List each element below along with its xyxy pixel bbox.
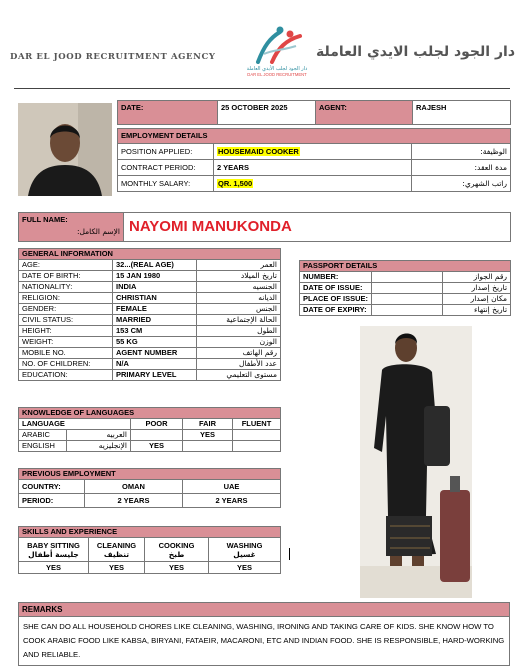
height-value: 153 CM	[113, 326, 197, 337]
english-label: ENGLISH	[19, 441, 67, 452]
candidate-portrait-photo	[18, 103, 112, 196]
skill-cooking-value: YES	[145, 562, 209, 574]
skill-washing: WASHING غسيل	[209, 538, 281, 562]
fair-header: FAIR	[183, 419, 233, 430]
period-2-value: 2 YEARS	[183, 494, 281, 508]
arabic-poor	[131, 430, 183, 441]
agency-logo	[246, 24, 310, 80]
skill-cooking: COOKING طبخ	[145, 538, 209, 562]
passport-details-table	[299, 260, 511, 316]
period-1-value: 2 YEARS	[85, 494, 183, 508]
age-value: 32...(REAL AGE)	[113, 260, 197, 271]
date-agent-table	[117, 100, 511, 125]
logo-text-en: DAR EL JOOD RECRUITMENT	[247, 72, 307, 77]
skills-title: SKILLS AND EXPERIENCE	[19, 527, 281, 538]
language-header: LANGUAGE	[19, 419, 131, 430]
weight-value: 55 KG	[113, 337, 197, 348]
logo-figures-icon	[250, 24, 310, 64]
date-label: DATE:	[118, 101, 218, 125]
passport-expiry-value	[372, 305, 443, 316]
arabic-label-ar: العربيه	[67, 430, 131, 441]
passport-number-value	[372, 272, 443, 283]
full-name-label-cell	[19, 213, 124, 242]
weight-label: WEIGHT:	[19, 337, 113, 348]
passport-expiry-ar: تاريخ إنتهاء	[443, 305, 511, 316]
passport-issue-place-value	[372, 294, 443, 305]
poor-header: POOR	[131, 419, 183, 430]
english-fair	[183, 441, 233, 452]
skill-cleaning: CLEANING تنظيف	[89, 538, 145, 562]
country-2-value: UAE	[183, 480, 281, 494]
children-value: N/A	[113, 359, 197, 370]
mobile-ar: رقم الهاتف	[197, 348, 281, 359]
skill-baby-sitting-value: YES	[19, 562, 89, 574]
text-cursor	[289, 548, 290, 560]
remarks-title: REMARKS	[19, 603, 509, 617]
candidate-full-body-photo	[360, 326, 472, 598]
nationality-label: NATIONALITY:	[19, 282, 113, 293]
agent-value: RAJESH	[413, 101, 511, 125]
gender-ar: الجنس	[197, 304, 281, 315]
monthly-salary-label: MONTHLY SALARY:	[118, 176, 214, 192]
passport-number-ar: رقم الجواز	[443, 272, 511, 283]
period-label: PERIOD:	[19, 494, 85, 508]
arabic-label: ARABIC	[19, 430, 67, 441]
arabic-fair: YES	[183, 430, 233, 441]
nationality-ar: الجنسيه	[197, 282, 281, 293]
civil-status-value: MARRIED	[113, 315, 197, 326]
remarks-text: SHE CAN DO ALL HOUSEHOLD CHORES LIKE CLEANING, WASHING, IRONING AND TAKING CARE OF KIDS. SHE KNOW HOW TO COOK ARABIC FOOD LIKE KABSA, BIRYANI, FATAEIR, MACARONI, ETC AND INDIAN FOOD. SHE IS RESPONSIBLE, HARD-WORKING AND RELIABLE.	[23, 622, 505, 659]
position-applied-value: HOUSEMAID COOKER	[214, 144, 412, 160]
passport-expiry-label: DATE OF EXPIRY:	[300, 305, 372, 316]
age-label: AGE:	[19, 260, 113, 271]
skill-washing-value: YES	[209, 562, 281, 574]
age-ar: العمر	[197, 260, 281, 271]
position-applied-label: POSITION APPLIED:	[118, 144, 214, 160]
gender-value: FEMALE	[113, 304, 197, 315]
height-ar: الطول	[197, 326, 281, 337]
general-information-table	[18, 248, 281, 381]
employment-details-title: EMPLOYMENT DETAILS	[118, 129, 511, 144]
contract-period-ar: مدة العقد:	[412, 160, 511, 176]
contract-period-value: 2 YEARS	[214, 160, 412, 176]
religion-label: RELIGION:	[19, 293, 113, 304]
languages-title: KNOWLEDGE OF LANGUAGES	[19, 408, 281, 419]
religion-value: CHRISTIAN	[113, 293, 197, 304]
full-name-label-ar: الإسم الكامل:	[76, 227, 120, 236]
english-poor: YES	[131, 441, 183, 452]
general-information-title: GENERAL INFORMATION	[19, 249, 281, 260]
weight-ar: الوزن	[197, 337, 281, 348]
mobile-label: MOBILE NO.	[19, 348, 113, 359]
passport-issue-place-ar: مكان إصدار	[443, 294, 511, 305]
dob-ar: تاريخ الميلاد	[197, 271, 281, 282]
passport-number-label: NUMBER:	[300, 272, 372, 283]
passport-issue-date-label: DATE OF ISSUE:	[300, 283, 372, 294]
dob-label: DATE OF BIRTH:	[19, 271, 113, 282]
english-label-ar: الإنجليزيه	[67, 441, 131, 452]
employment-details-table	[117, 128, 511, 192]
religion-ar: الديانه	[197, 293, 281, 304]
country-1-value: OMAN	[85, 480, 183, 494]
passport-issue-place-label: PLACE OF ISSUE:	[300, 294, 372, 305]
agency-name-en: DAR EL JOOD RECRUITMENT AGENCY	[10, 52, 216, 62]
education-label: EDUCATION:	[19, 370, 113, 381]
nationality-value: INDIA	[113, 282, 197, 293]
logo-text-ar: دار الجود لجلب الأيدي العاملة	[246, 66, 308, 72]
education-ar: مستوى التعليمي	[197, 370, 281, 381]
agency-name-ar: دار الجود لجلب الايدي العاملة	[315, 44, 515, 60]
date-value: 25 OCTOBER 2025	[218, 101, 316, 125]
mobile-value: AGENT NUMBER	[113, 348, 197, 359]
civil-status-ar: الحالة الإجتماعية	[197, 315, 281, 326]
passport-issue-date-ar: تاريخ إصدار	[443, 283, 511, 294]
monthly-salary-value: QR. 1,500	[214, 176, 412, 192]
languages-table	[18, 407, 281, 452]
gender-label: GENDER:	[19, 304, 113, 315]
skill-baby-sitting: BABY SITTING جليسة أطفال	[19, 538, 89, 562]
country-label: COUNTRY:	[19, 480, 85, 494]
position-applied-ar: الوظيفة:	[412, 144, 511, 160]
children-label: NO. OF CHILDREN:	[19, 359, 113, 370]
skill-cleaning-value: YES	[89, 562, 145, 574]
remarks-section	[18, 602, 510, 666]
height-label: HEIGHT:	[19, 326, 113, 337]
header-divider	[14, 88, 510, 89]
skills-table	[18, 526, 281, 574]
full-name-label: FULL NAME:	[22, 215, 68, 224]
fluent-header: FLUENT	[233, 419, 281, 430]
civil-status-label: CIVIL STATUS:	[19, 315, 113, 326]
arabic-fluent	[233, 430, 281, 441]
previous-employment-title: PREVIOUS EMPLOYMENT	[19, 469, 281, 480]
monthly-salary-ar: راتب الشهري:	[412, 176, 511, 192]
contract-period-label: CONTRACT PERIOD:	[118, 160, 214, 176]
english-fluent	[233, 441, 281, 452]
full-name-table	[18, 212, 511, 242]
previous-employment-table	[18, 468, 281, 508]
passport-details-title: PASSPORT DETAILS	[300, 261, 511, 272]
education-value: PRIMARY LEVEL	[113, 370, 197, 381]
children-ar: عدد الأطفال	[197, 359, 281, 370]
agent-label: AGENT:	[316, 101, 413, 125]
passport-issue-date-value	[372, 283, 443, 294]
full-name-value: NAYOMI MANUKONDA	[124, 213, 511, 242]
dob-value: 15 JAN 1980	[113, 271, 197, 282]
